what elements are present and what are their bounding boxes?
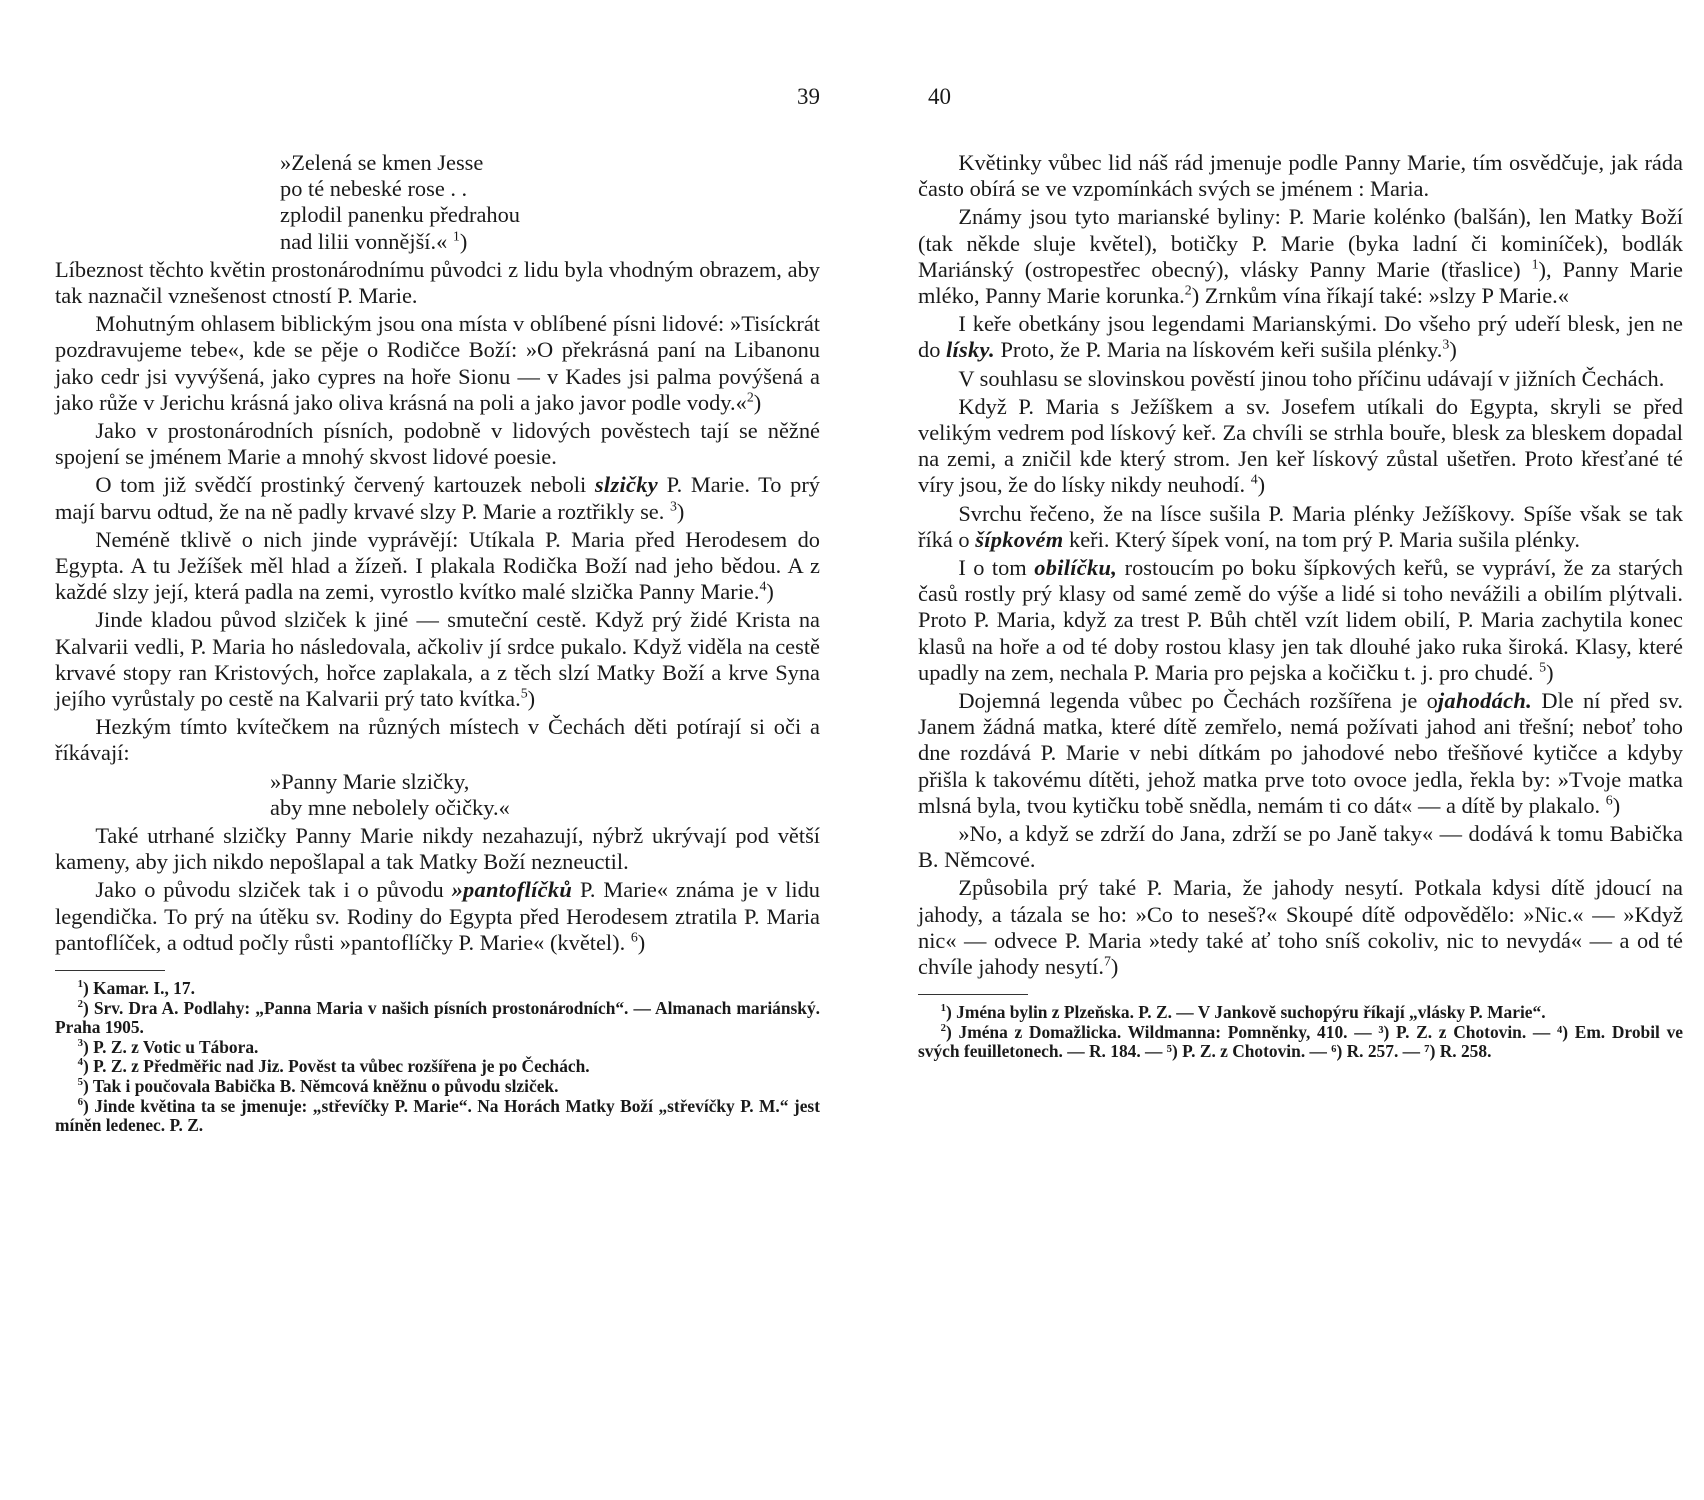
footnote: $^5$) Tak i poučovala Babička B. Němcová kněžnu o původu slziček. [77, 1076, 559, 1097]
footnote-divider [918, 994, 1028, 995]
paragraph: Květinky vůbec lid náš rád jmenuje podle Panny Marie, tím osvědčuje, jak ráda často obírá se ve vzpomínkách svých se jménem : Maria. [918, 150, 1683, 202]
emphasis: šípkovém [975, 526, 1064, 552]
footnote-mark: 2 [77, 997, 83, 1010]
footnote-mark: 2 [940, 1022, 946, 1035]
footnotes [918, 1003, 1683, 1062]
verse-line: zplodil panenku předrahou [280, 202, 520, 228]
footnote-ref: 7 [1103, 954, 1111, 970]
footnote: $^2$) Srv. Dra A. Podlahy: „Panna Maria v našich písních prostonárodních“. — Almanach mariánský. Praha 1905. [55, 997, 820, 1038]
paragraph-text: Jinde kladou původ slziček k jiné — smuteční cestě. Když prý židé Krista na Kalvarii vedli, P. Maria ho následovala, ačkoliv jí srdce pukalo. Když viděla na cestě krvavé stopy ran Kristových, hořce zaplakala, a z těch slzí Matky Boží a krve Syna jejího vyrůstaly po cestě na Kalvarii prý tato kvítka. [55, 607, 820, 712]
paragraph-text: keři. Který šípek voní, na tom prý P. Maria sušila plénky. [1069, 526, 1581, 552]
paragraph: V souhlasu se slovinskou pověstí jinou toho příčinu udávají v jižních Čechách. [958, 365, 1665, 391]
paragraph: Také utrhané slzičky Panny Marie nikdy nezahazují, nýbrž ukrývají pod větší kameny, aby jich nikdo nepošlapal a tak Matky Boží nezneuctil. [55, 823, 820, 875]
footnote-ref: 5 [1539, 660, 1547, 676]
footnote-ref: 4 [759, 579, 767, 595]
footnote: $^3$) P. Z. z Votic u Tábora. [77, 1036, 259, 1057]
footnote-mark: 5 [77, 1076, 83, 1089]
footnote-text: P. Z. z Předměřic nad Jiz. Pověst ta vůbec rozšířena je po Čechách. [93, 1056, 590, 1077]
footnote-ref: 1 [1531, 257, 1539, 273]
paragraph: Dojemná legenda vůbec po Čechách rozšířena je ojahodách. Dle ní před sv. Janem žádná matka, které dítě zemřelo, nemá požívati jahod ani třešní; neboť toho dne rozdává P. Marie v nebi dítkám po jahodové nebo třešňové kytičce a kdyby přišla k takovému dítěti, jehož matka prve toto ovoce jedla, řekla by: »Tvoje matka mlsná byla, tvou kytičku tobě snědla, nemám ti co dát« — a dítě by plakalo. $^6$) [918, 688, 1683, 818]
right-page [918, 0, 1683, 1500]
paragraph: Když P. Maria s Ježíškem a sv. Josefem utíkali do Egypta, skryli se před velikým vedrem pod lískový keř. Za chvíli se strhla bouře, blesk za bleskem dopadal na zemi, a zničil kde který strom. Jen keř lískový zůstal ušetřen. Proto křesťané té víry jsou, že do lísky nikdy neuhodí. $^4$) [918, 393, 1683, 498]
emphasis: obilíčku, [1034, 555, 1118, 581]
verse-line: po té nebeské rose . . [280, 176, 468, 202]
verse-line: aby mne nebolely očičky.« [270, 794, 510, 820]
footnote: $^4$) P. Z. z Předměřic nad Jiz. Pověst ta vůbec rozšířena je po Čechách. [77, 1056, 590, 1077]
paragraph: Jako v prostonárodních písních, podobně v lidových pověstech tají se něžné spojení se jménem Marie a mnohý skvost lidové poesie. [55, 418, 820, 470]
verse-block [55, 150, 820, 255]
paragraph: Neméně tklivě o nich jinde vyprávějí: Utíkala P. Maria před Herodesem do Egypta. A tu Ježíšek měl hlad a žízeň. I plakala Rodička Boží nad jeho bědou. A z každé slzy její, která padla na zemi, vyrostlo kvítko malé slzička Panny Marie.$^4$) [55, 526, 820, 605]
paragraph-text: Jako o původu slziček tak i o původu [95, 877, 444, 903]
paragraph-text: Zrnkům vína říkají také: »slzy P Marie.« [1199, 283, 1569, 309]
footnote-mark: 6 [77, 1095, 83, 1108]
paragraph-text: O tom již svědčí prostinký červený kartouzek neboli [95, 472, 587, 498]
footnote-text: Kamar. I., 17. [93, 978, 195, 999]
paragraph-text: Dojemná legenda vůbec po Čechách rozšířena je o [958, 688, 1438, 714]
paragraph-text: Proto, že P. Maria na lískovém keři sušila plénky. [1000, 337, 1443, 363]
footnote-mark: 1 [77, 978, 83, 991]
paragraph-text: Způsobila prý také P. Maria, že jahody nesytí. Potkala kdysi dítě jdoucí na jahody, a tázala se ho: »Co to neseš?« Skoupé dítě odpovědělo: »Nic.« — »Když nic« — odvece P. Maria »tedy také ať toho sníš cokoliv, nic to nevydá« — a od té chvíle jahody nesytí. [918, 875, 1683, 980]
verse-line: »Panny Marie slzičky, [270, 768, 470, 794]
paragraph-text: Neméně tklivě o nich jinde vyprávějí: Utíkala P. Maria před Herodesem do Egypta. A tu Ježíšek měl hlad a žízeň. I plakala Rodička Boží nad jeho bědou. A z každé slzy její, která padla na zemi, vyrostlo kvítko malé slzička Panny Marie. [55, 526, 820, 605]
paragraph-text: I keře obetkány jsou legendami Marianskými. Do všeho prý udeří blesk, jen ne do [918, 311, 1683, 363]
paragraph: Mohutným ohlasem biblickým jsou ona místa v oblíbené písni lidové: »Tisíckrát pozdravujeme tebe«, kde se pěje o Rodičce Boží: »O překrásná paní na Libanonu jako cedr jsi vyvýšená, jako cypres na hoře Sionu — v Kades jsi palma povýšená a jako růže v Jerichu krásná jako oliva krásná na poli a jako javor podle vody.«$^2$) [55, 311, 820, 415]
paragraph-text: Známy jsou tyto marianské byliny: P. Marie kolénko (balšán), len Matky Boží (tak někde sluje květel), botičky P. Marie (byka ladní či kominíček), bodlák Mariánský (ostropestřec obecný), vlásky Panny Marie (třaslice) [918, 204, 1683, 282]
footnote-ref: 2 [746, 390, 754, 406]
footnote-text: Jinde květina ta se jmenuje: „střevíčky P. Marie“. Na Horách Matky Boží „střevíčky P. M.“ jest míněn ledenec. P. Z. [55, 1095, 820, 1136]
verse-line-text: nad lilii vonnější.« [280, 228, 448, 254]
emphasis: »pantoflíčků [451, 877, 573, 903]
footnote-text: Tak i poučovala Babička B. Němcová kněžnu o původu slziček. [92, 1076, 559, 1097]
paragraph-text: P. Marie« známa je v lidu legendička. To prý na útěku sv. Rodiny do Egypta před Herodesem ztratila P. Maria pantoflíček, a odtud počly růsti »pantoflíčky P. Marie« (květel). [55, 877, 820, 955]
footnote-ref: 2 [1184, 283, 1192, 299]
paragraph-text: , Panny Marie mléko, Panny Marie korunka. [918, 256, 1683, 309]
footnote-mark: 4 [77, 1056, 83, 1069]
paragraph-text: Svrchu řečeno, že na lísce sušila P. Maria plénky Ježíškovy. Spíše však se tak říká o [918, 500, 1683, 552]
footnote: $^1$) Jména bylin z Plzeňska. P. Z. — V Jankově suchopýru říkají „vlásky P. Marie“. [940, 1002, 1546, 1023]
footnote-ref: 3 [669, 499, 677, 515]
paragraph-text: Když P. Maria s Ježíškem a sv. Josefem utíkali do Egypta, skryli se před velikým vedrem pod lískový keř. Za chvíli se strhla bouře, blesk za bleskem dopadal na zemi, a zničil kde který strom. Jen keř lískový zůstal ušetřen. Proto křesťané té víry jsou, že do lísky nikdy neuhodí. [918, 393, 1683, 498]
footnote-ref: 6 [1605, 793, 1613, 809]
paragraph: Známy jsou tyto marianské byliny: P. Marie kolénko (balšán), len Matky Boží (tak někde sluje květel), botičky P. Marie (byka ladní či kominíček), bodlák Mariánský (ostropestřec obecný), vlásky Panny Marie (třaslice) $^1$), Panny Marie mléko, Panny Marie korunka.$^2$) Zrnkům vína říkají také: »slzy P Marie.« [918, 204, 1683, 309]
footnote-divider [55, 970, 165, 971]
paragraph: »No, a když se zdrží do Jana, zdrží se po Janě taky« — dodává k tomu Babička B. Němcové. [918, 821, 1683, 873]
verse-block [55, 769, 820, 821]
footnote-text: Jména z Domažlicka. Wildmanna: Pomněnky, 410. — ³) P. Z. z Chotovin. — ⁴) Em. Drobil ve svých feuilletonech. — R. 184. — ⁵) P. Z. z Chotovin. — ⁶) R. 257. — ⁷) R. 258. [918, 1021, 1683, 1062]
footnote: $^1$) Kamar. I., 17. [77, 978, 195, 999]
footnote-text: Srv. Dra A. Podlahy: „Panna Maria v našich písních prostonárodních“. — Almanach mariánský. Praha 1905. [55, 997, 820, 1038]
page-body [55, 150, 820, 1136]
footnote-ref: 3 [1442, 337, 1450, 353]
footnote: $^2$) Jména z Domažlicka. Wildmanna: Pomněnky, 410. — ³) P. Z. z Chotovin. — ⁴) Em. Drobil ve svých feuilletonech. — R. 184. — ⁵) P. Z. z Chotovin. — ⁶) R. 257. — ⁷) R. 258. [918, 1021, 1683, 1062]
paragraph: Líbeznost těchto květin prostonárodnímu původci z lidu byla vhodným obrazem, aby tak naznačil vznešenost ctností P. Marie. [55, 256, 820, 309]
verse-line: nad lilii vonnější.« $^1$) [280, 228, 468, 254]
footnote-ref: 1 [452, 229, 460, 245]
footnote: $^6$) Jinde květina ta se jmenuje: „střevíčky P. Marie“. Na Horách Matky Boží „střevíčky P. M.“ jest míněn ledenec. P. Z. [55, 1095, 820, 1136]
emphasis: jahodách. [1437, 688, 1532, 714]
page-number: 39 [797, 84, 820, 109]
paragraph: Hezkým tímto kvítečkem na různých místech v Čechách děti potírají si oči a říkávají: [55, 714, 820, 766]
footnote-text: Jména bylin z Plzeňska. P. Z. — V Jankově suchopýru říkají „vlásky P. Marie“. [956, 1002, 1546, 1023]
paragraph: Jinde kladou původ slziček k jiné — smuteční cestě. Když prý židé Krista na Kalvarii vedli, P. Maria ho následovala, ačkoliv jí srdce pukalo. Když viděla na cestě krvavé stopy ran Kristových, hořce zaplakala, a z těch slzí Matky Boží a krve Syna jejího vyrůstaly po cestě na Kalvarii prý tato kvítka.$^5$) [55, 607, 820, 712]
paragraph: I keře obetkány jsou legendami Marianskými. Do všeho prý udeří blesk, jen ne do lísky. Proto, že P. Maria na lískovém keři sušila plénky.$^3$) [918, 311, 1683, 363]
paragraph-text: Dle ní před sv. Janem žádná matka, které dítě zemřelo, nemá požívati jahod ani třešní; neboť toho dne rozdává P. Marie v nebi dítkám po jahodové nebo třešňové kytičce a kdyby přišla k takovému dítěti, jehož matka prve toto ovoce jedla, řekla by: »Tvoje matka mlsná byla, tvou kytičku tobě snědla, nemám ti co dát« — a dítě by plakalo. [918, 688, 1683, 818]
paragraph: I o tom obilíčku, rostoucím po boku šípkových keřů, se vypráví, že za starých časů rostly prý klasy od samé země do výše a lidé si toho nevážili a obilím plýtvali. Proto P. Maria, když za trest P. Bůh chtěl vzít lidem obilí, P. Maria zachytila konec klasů na hoře a od té doby rostou klasy jen tak dlouhé jako ruka široká. Klasy, které upadly na zem, nechala P. Maria pro pejska a kočičku t. j. pro chudé. $^5$) [918, 555, 1683, 685]
footnote-ref: 6 [630, 930, 638, 946]
paragraph: Jako o původu slziček tak i o původu »pantoflíčků P. Marie« známa je v lidu legendička. To prý na útěku sv. Rodiny do Egypta před Herodesem ztratila P. Maria pantoflíček, a odtud počly růsti »pantoflíčky P. Marie« (květel). $^6$) [55, 877, 820, 955]
paragraph: O tom již svědčí prostinký červený kartouzek neboli slzičky P. Marie. To prý mají barvu odtud, že na ně padly krvavé slzy P. Marie a roztřikly se. $^3$) [55, 472, 820, 524]
emphasis: lísky. [946, 337, 995, 363]
left-page [55, 0, 820, 1500]
page-number: 40 [928, 84, 951, 109]
verse-line: »Zelená se kmen Jesse [280, 150, 484, 175]
footnote-mark: 3 [77, 1037, 83, 1050]
paragraph-text: I o tom [958, 555, 1027, 581]
footnote-ref: 5 [520, 686, 528, 702]
paragraph-text: rostoucím po boku šípkových keřů, se vypráví, že za starých časů rostly prý klasy od samé země do výše a lidé si toho nevážili a obilím plýtvali. Proto P. Maria, když za trest P. Bůh chtěl vzít lidem obilí, P. Maria zachytila konec klasů na hoře a od té doby rostou klasy jen tak dlouhé jako ruka široká. Klasy, které upadly na zem, nechala P. Maria pro pejska a kočičku t. j. pro chudé. [918, 555, 1683, 685]
footnote-mark: 1 [940, 1002, 946, 1015]
page-body [918, 150, 1683, 1062]
paragraph-text: Mohutným ohlasem biblickým jsou ona místa v oblíbené písni lidové: »Tisíckrát pozdravujeme tebe«, kde se pěje o Rodičce Boží: »O překrásná paní na Libanonu jako cedr jsi vyvýšená, jako cypres na hoře Sionu — v Kades jsi palma povýšená a jako růže v Jerichu krásná jako oliva krásná na poli a jako javor podle vody.« [55, 311, 820, 415]
footnotes [55, 979, 820, 1136]
paragraph [918, 501, 1683, 553]
emphasis: slzičky [594, 472, 658, 498]
paragraph-text: P. Marie. To prý mají barvu odtud, že na ně padly krvavé slzy P. Marie a roztřikly se. [55, 472, 820, 524]
paragraph: Způsobila prý také P. Maria, že jahody nesytí. Potkala kdysi dítě jdoucí na jahody, a tázala se ho: »Co to neseš?« Skoupé dítě odpovědělo: »Nic.« — »Když nic« — odvece P. Maria »tedy také ať toho sníš cokoliv, nic to nevydá« — a od té chvíle jahody nesytí.$^7$) [918, 875, 1683, 980]
footnote-text: P. Z. z Votic u Tábora. [93, 1036, 259, 1057]
footnote-ref: 4 [1250, 472, 1258, 488]
